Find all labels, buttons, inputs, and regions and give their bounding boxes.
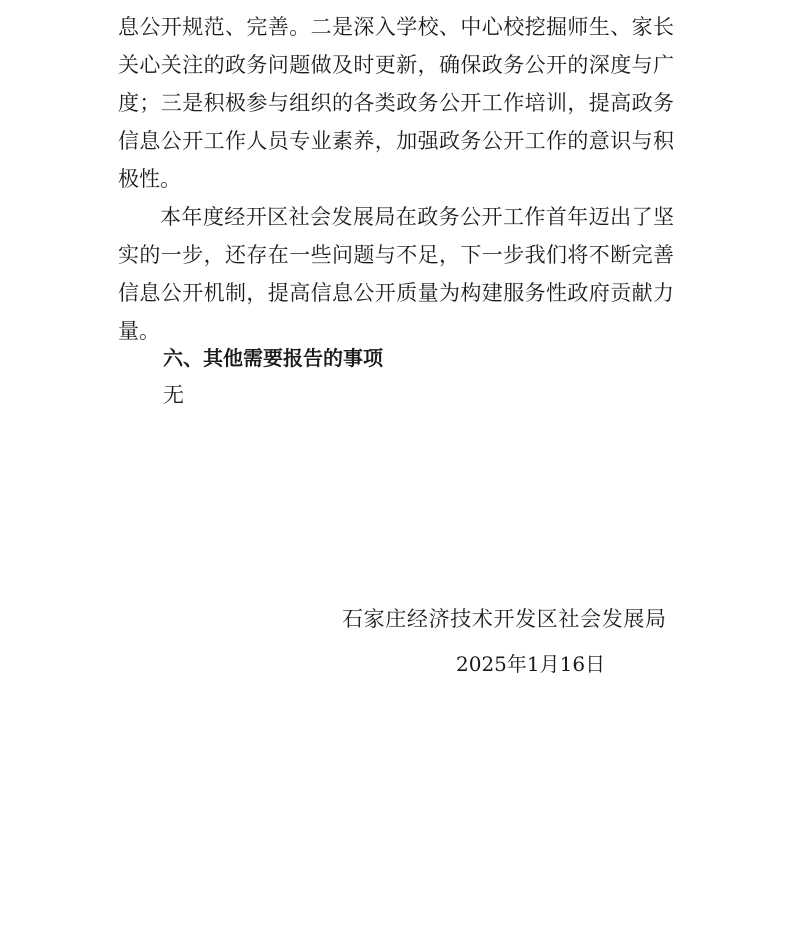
paragraph-line: 信息公开机制，提高信息公开质量为构建服务性政府贡献力 — [118, 281, 674, 305]
paragraph-line: 关心关注的政务问题做及时更新，确保政务公开的深度与广 — [118, 53, 674, 77]
paragraph-line: 本年度经开区社会发展局在政务公开工作首年迈出了坚 — [160, 205, 674, 229]
paragraph-line: 极性。 — [118, 167, 181, 191]
paragraph-line: 度；三是积极参与组织的各类政务公开工作培训，提高政务 — [118, 91, 674, 115]
paragraph-line: 量。 — [118, 319, 160, 343]
signature-organization: 石家庄经济技术开发区社会发展局 — [342, 607, 666, 631]
section-content: 无 — [163, 383, 184, 407]
paragraph-line: 信息公开工作人员专业素养，加强政务公开工作的意识与积 — [118, 129, 674, 153]
paragraph-line: 实的一步，还存在一些问题与不足，下一步我们将不断完善 — [118, 243, 674, 267]
section-heading: 六、其他需要报告的事项 — [163, 346, 383, 370]
paragraph-line: 息公开规范、完善。二是深入学校、中心校挖掘师生、家长 — [118, 15, 674, 39]
signature-date: 2025年1月16日 — [456, 652, 606, 676]
